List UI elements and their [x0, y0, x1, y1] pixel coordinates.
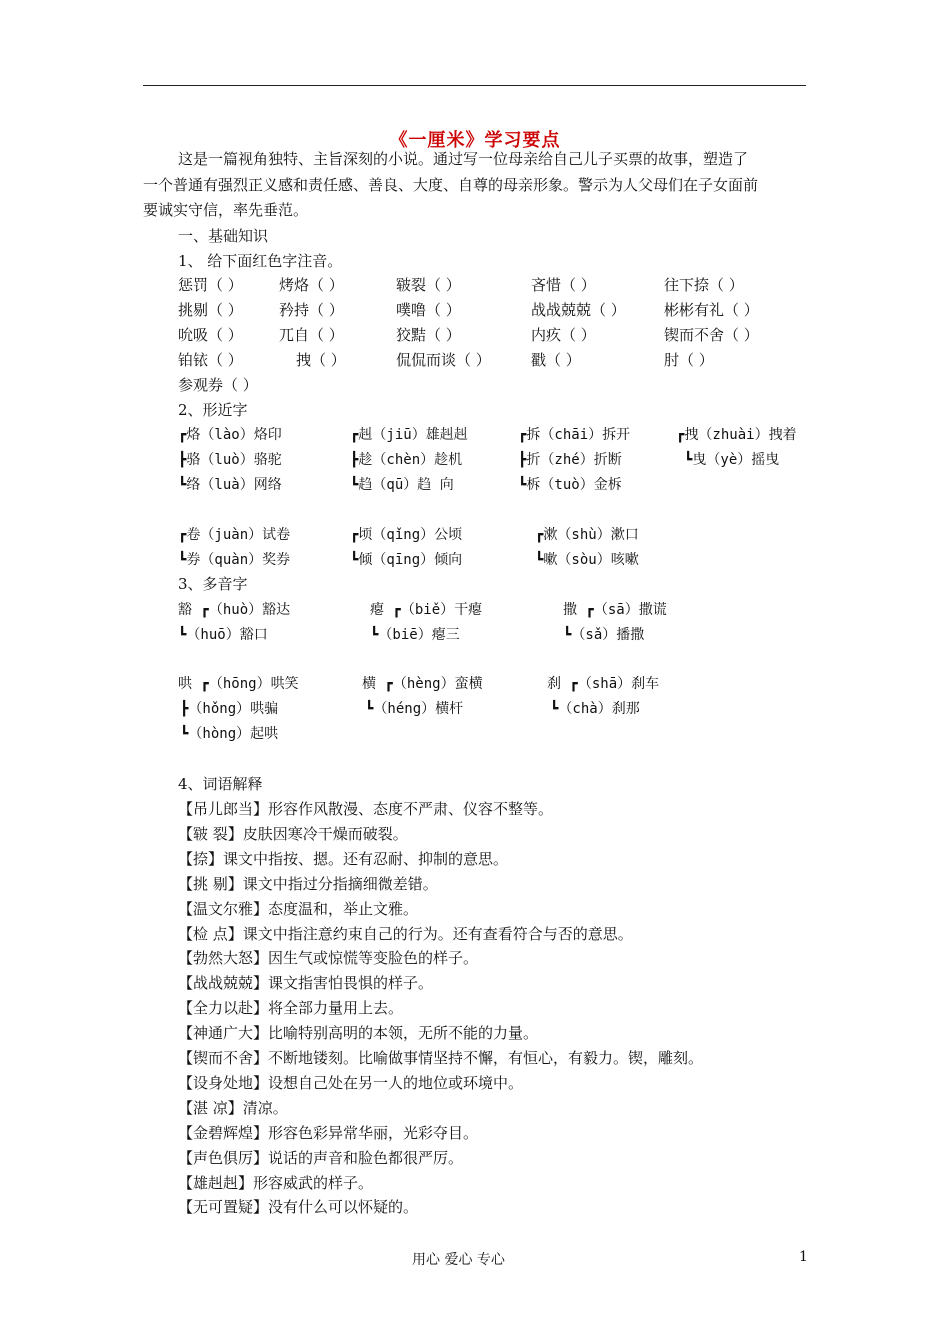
definition-item: 【设身处地】设想自己处在另一人的地位或环境中。: [178, 1073, 524, 1092]
similar-char-item: ┗趋（qū）趋 向: [350, 477, 454, 493]
similar-char-item: ┏拽（zhuài）拽着: [676, 427, 797, 443]
similar-char-item: ┗络（luà）网络: [178, 477, 282, 493]
definition-item: 【雄赳赳】形容威武的样子。: [178, 1173, 374, 1192]
polyphone-item: 哄 ┏（hōng）哄笑: [178, 676, 299, 692]
polyphone-item: ┗（biē）瘪三: [370, 627, 460, 643]
similar-char-item: ┗嗽（sòu）咳嗽: [535, 552, 639, 568]
question-heading: 3、多音字: [178, 575, 248, 593]
similar-char-item: ┏拆（chāi）拆开: [518, 427, 631, 443]
polyphone-item: ┗（sǎ）播撒: [563, 627, 645, 643]
definition-item: 【捺】课文中指按、摁。还有忍耐、抑制的意思。: [178, 849, 509, 868]
pinyin-item: 烤烙（ ）: [279, 276, 344, 294]
polyphone-item: 撒 ┏（sā）撒谎: [563, 602, 667, 618]
pinyin-item: 拽（ ）: [296, 351, 346, 369]
question-heading: 2、形近字: [178, 401, 248, 419]
definition-item: 【无可置疑】没有什么可以怀疑的。: [178, 1198, 419, 1217]
definition-item: 【挑 剔】课文中指过分指摘细微差错。: [178, 874, 438, 893]
similar-char-item: ┏漱（shù）漱口: [535, 527, 639, 543]
footer-text: 用心 爱心 专心: [412, 1252, 505, 1268]
similar-char-item: ┣趁（chèn）趁机: [350, 452, 463, 468]
page-number: 1: [799, 1249, 808, 1265]
pinyin-item: 狡黠（ ）: [396, 326, 461, 344]
pinyin-item: 吝惜（ ）: [531, 276, 596, 294]
pinyin-item: 锲而不舍（ ）: [664, 326, 759, 344]
intro-line: 一个普通有强烈正义感和责任感、善良、大度、自尊的母亲形象。警示为人父母们在子女面前: [143, 176, 759, 194]
pinyin-item: 内疚（ ）: [531, 326, 596, 344]
question-heading: 4、词语解释: [178, 775, 263, 793]
pinyin-item: 惩罚（ ）: [178, 276, 243, 294]
pinyin-item: 侃侃而谈（ ）: [396, 351, 491, 369]
similar-char-item: ┏赳（jiū）雄赳赳: [350, 427, 468, 443]
definition-item: 【吊儿郎当】形容作风散漫、态度不严肃、仪容不整等。: [178, 800, 554, 818]
section-heading: 一、基础知识: [178, 227, 269, 245]
polyphone-item: 横 ┏（hèng）蛮横: [362, 676, 483, 692]
question-heading: 1、 给下面红色字注音。: [178, 252, 343, 270]
polyphone-item: ┗（héng）横杆: [365, 701, 464, 717]
definition-item: 【湛 凉】清凉。: [178, 1098, 288, 1117]
similar-char-item: ┗倾（qīng）倾向: [350, 552, 463, 568]
definition-item: 【战战兢兢】课文指害怕畏惧的样子。: [178, 974, 434, 993]
similar-char-item: ┗柝（tuò）金柝: [518, 477, 622, 493]
definition-item: 【神通广大】比喻特别高明的本领，无所不能的力量。: [178, 1024, 539, 1043]
similar-char-item: ┏卷（juàn）试卷: [178, 527, 291, 543]
similar-char-item: ┣折（zhé）折断: [518, 452, 622, 468]
definition-item: 【声色俱厉】说话的声音和脸色都很严厉。: [178, 1148, 464, 1167]
polyphone-item: 瘪 ┏（biě）干瘪: [370, 602, 483, 618]
similar-char-item: ┏烙（lào）烙印: [178, 427, 282, 443]
document-title: 《一厘米》学习要点: [389, 130, 561, 151]
pinyin-item: 矜持（ ）: [279, 301, 344, 319]
similar-char-item: ┣骆（luò）骆驼: [178, 452, 282, 468]
header-rule: [143, 85, 806, 86]
similar-char-item: ┏顷（qǐng）公顷: [350, 527, 463, 543]
polyphone-item: ┗（huō）豁口: [178, 627, 268, 643]
definition-item: 【锲而不舍】不断地镂刻。比喻做事情坚持不懈，有恒心，有毅力。锲，雕刻。: [178, 1049, 704, 1067]
intro-line: 这是一篇视角独特、主旨深刻的小说。通过写一位母亲给自己儿子买票的故事，塑造了: [178, 150, 749, 168]
pinyin-item: 往下捺（ ）: [664, 276, 744, 294]
pinyin-item: 皲裂（ ）: [396, 276, 461, 294]
polyphone-item: ┗（chà）刹那: [550, 701, 640, 717]
definition-item: 【检 点】课文中指注意约束自己的行为。还有查看符合与否的意思。: [178, 924, 633, 943]
definition-item: 【勃然大怒】因生气或惊慌等变脸色的样子。: [178, 949, 479, 968]
pinyin-item: 兀自（ ）: [279, 326, 344, 344]
pinyin-item: 挑剔（ ）: [178, 301, 243, 319]
pinyin-item: 彬彬有礼（ ）: [664, 301, 759, 319]
polyphone-item: 刹 ┏（shā）刹车: [547, 676, 660, 692]
pinyin-item: 战战兢兢（ ）: [531, 301, 626, 319]
pinyin-item: 吮吸（ ）: [178, 326, 243, 344]
pinyin-item: 铂铱（ ）: [178, 351, 243, 369]
similar-char-item: ┗券（quàn）奖券: [178, 552, 291, 568]
pinyin-item: 戳（ ）: [531, 351, 581, 369]
pinyin-item: 参观券（ ）: [178, 376, 258, 394]
polyphone-item: ┣（hǒng）哄骗: [180, 701, 279, 717]
definition-item: 【全力以赴】将全部力量用上去。: [178, 999, 404, 1018]
intro-line: 要诚实守信，率先垂范。: [143, 201, 309, 219]
definition-item: 【皲 裂】皮肤因寒冷干燥而破裂。: [178, 824, 408, 843]
pinyin-item: 肘（ ）: [664, 351, 714, 369]
polyphone-item: 豁 ┏（huò）豁达: [178, 602, 291, 618]
polyphone-item: ┗（hòng）起哄: [180, 726, 279, 742]
similar-char-item: ┗曳（yè）摇曳: [684, 452, 780, 468]
pinyin-item: 噗噜（ ）: [396, 301, 461, 319]
definition-item: 【金碧辉煌】形容色彩异常华丽，光彩夺目。: [178, 1123, 479, 1142]
definition-item: 【温文尔雅】态度温和，举止文雅。: [178, 899, 419, 918]
